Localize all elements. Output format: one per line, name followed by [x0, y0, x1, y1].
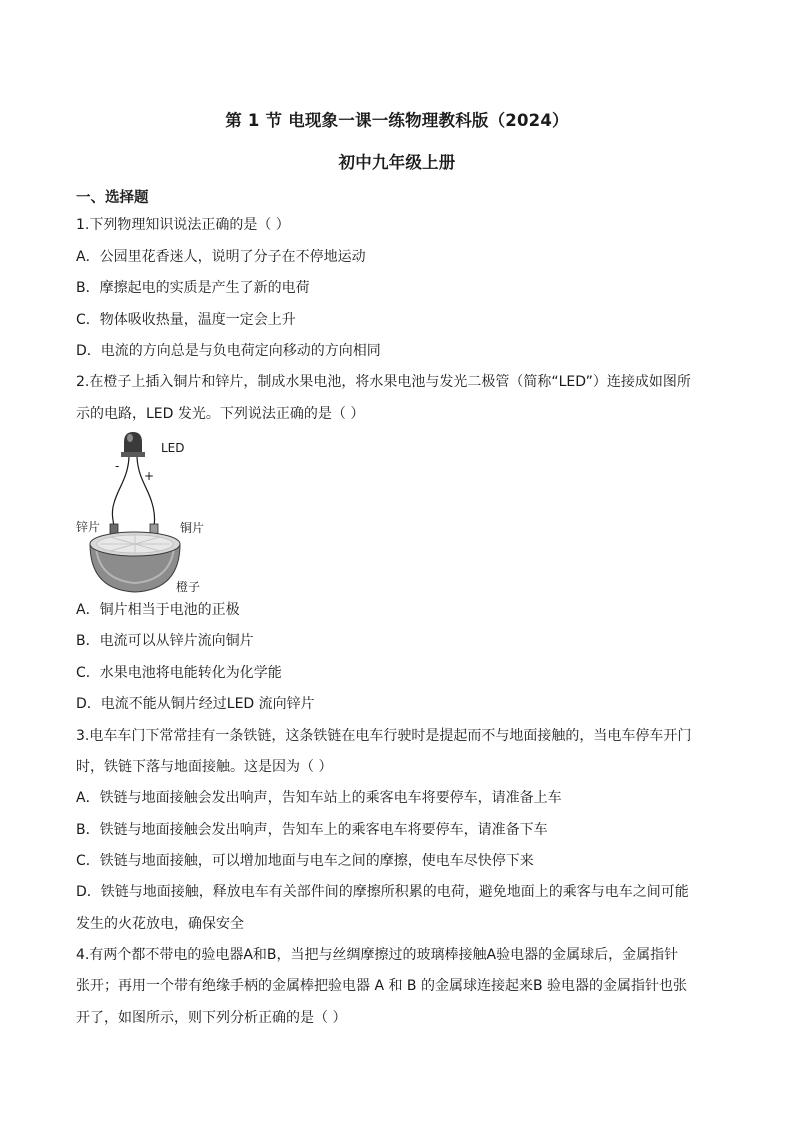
section-heading: 一、选择题 [76, 190, 149, 206]
question-3-stem-line-1: 3.电车车门下常常挂有一条铁链，这条铁链在电车行驶时是提起而不与地面接触的，当电车停车开门 [76, 728, 692, 744]
question-3-option-a: A．铁链与地面接触会发出响声，告知车站上的乘客电车将要停车，请准备上车 [76, 790, 562, 806]
question-2-option-b: B．电流可以从锌片流向铜片 [76, 633, 254, 649]
fruit-battery-figure [76, 428, 226, 598]
orange-icon [90, 532, 180, 592]
question-2-option-d: D．电流不能从铜片经过LED 流向锌片 [76, 696, 315, 712]
question-3-option-b: B．铁链与地面接触会发出响声，告知车上的乘客电车将要停车，请准备下车 [76, 822, 548, 838]
question-2-stem-line-1: 2.在橙子上插入铜片和锌片，制成水果电池，将水果电池与发光二极管（简称“LED”）连接成如图所 [76, 374, 691, 390]
question-2-stem-line-2: 示的电路，LED 发光。下列说法正确的是（ ） [76, 406, 365, 422]
question-2-option-c: C．水果电池将电能转化为化学能 [76, 665, 282, 681]
question-3-option-d-line-1: D．铁链与地面接触，释放电车有关部件间的摩擦所积累的电荷，避免地面上的乘客与电车之间可能 [76, 884, 689, 900]
question-1-option-d: D．电流的方向总是与负电荷定向移动的方向相同 [76, 343, 381, 359]
question-3-stem-line-2: 时，铁链下落与地面接触。这是因为（ ） [76, 759, 333, 775]
question-4-stem-line-2: 张开；再用一个带有绝缘手柄的金属棒把验电器 A 和 B 的金属球连接起来B 验电器的金属指针也张 [76, 978, 688, 994]
minus-label: - [115, 459, 120, 473]
question-1-option-b: B．摩擦起电的实质是产生了新的电荷 [76, 280, 310, 296]
copper-label: 铜片 [180, 521, 205, 535]
question-3-option-d-line-2: 发生的火花放电，确保安全 [76, 916, 244, 932]
question-1-option-a: A．公园里花香迷人，说明了分子在不停地运动 [76, 249, 366, 265]
led-icon [121, 432, 145, 457]
question-4-stem-line-1: 4.有两个都不带电的验电器A和B，当把与丝绸摩擦过的玻璃棒接触A验电器的金属球后，金属指针 [76, 947, 679, 963]
question-1-stem: 1.下列物理知识说法正确的是（ ） [76, 217, 290, 233]
plus-label: + [144, 469, 155, 483]
question-2-option-a: A．铜片相当于电池的正极 [76, 602, 240, 618]
zinc-label: 锌片 [76, 520, 101, 534]
orange-label: 橙子 [176, 580, 201, 594]
document-title: 第 1 节 电现象一课一练物理教科版（2024） [225, 111, 569, 130]
question-3-option-c: C．铁链与地面接触，可以增加地面与电车之间的摩擦，使电车尽快停下来 [76, 853, 534, 869]
document-subtitle: 初中九年级上册 [338, 153, 456, 172]
question-1-option-c: C．物体吸收热量，温度一定会上升 [76, 312, 296, 328]
led-label: LED [161, 441, 185, 455]
question-4-stem-line-3: 开了，如图所示，则下列分析正确的是（ ） [76, 1010, 347, 1026]
